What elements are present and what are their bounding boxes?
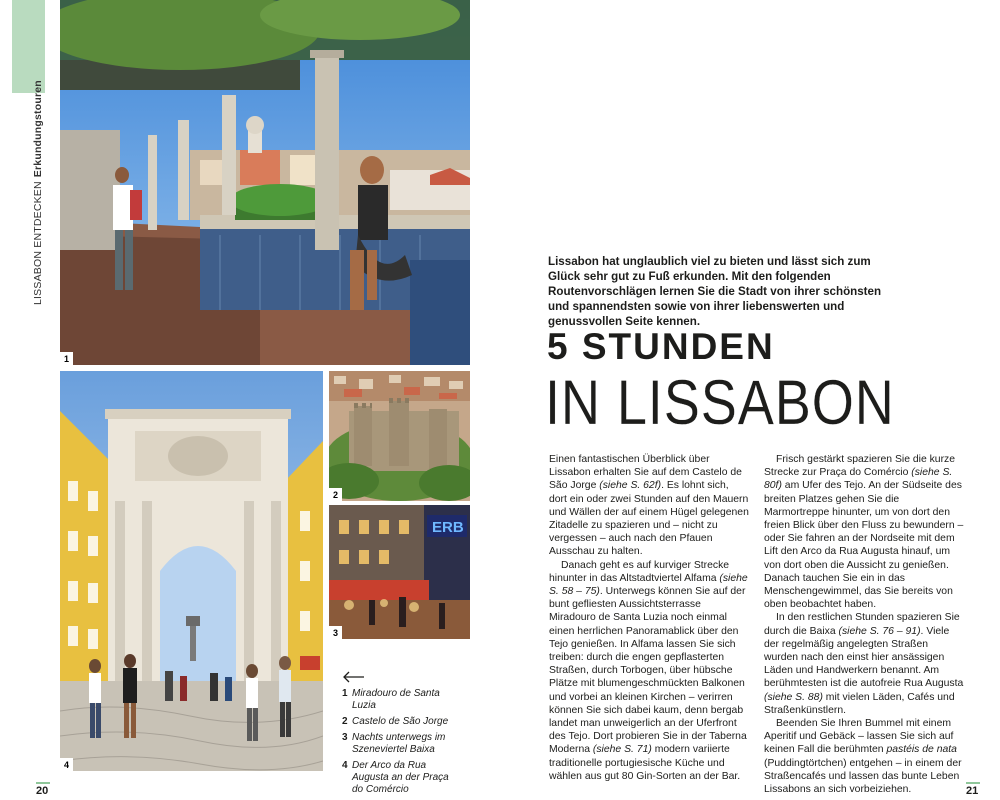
- caption-number: 2: [342, 716, 348, 727]
- castelo-photo-icon: [329, 371, 470, 501]
- photo-number: 2: [329, 488, 342, 501]
- page-number-accent: [36, 782, 50, 784]
- photo-captions: [342, 688, 462, 800]
- arco-photo-icon: [60, 371, 323, 771]
- caption-item: [342, 716, 462, 728]
- photo-number: 4: [60, 758, 73, 771]
- arrow-left-icon: [343, 671, 365, 683]
- body-paragraph: In den restlichen Stunden spazieren Sie durch die Baixa (siehe S. 76 – 91). Viele der regelmäßig angelegten Straßen wurden nach den einst hier ansässigen Läden und Handwerkern benannt. Am berühmtesten ist die autofreie Rua Augusta (siehe S. 88) mit vielen Läden, Cafés und Straßenkünstlern.: [764, 612, 964, 716]
- body-paragraph: Beenden Sie Ihren Bummel mit einem Aperitif und Gebäck – lassen Sie sich auf keinen Fall die berühmten pastéis de nata (Puddingtörtchen) entgehen – in einem der Straßencafés und lassen das bunte Leben Lissabons an sich vorbeiziehen.: [764, 718, 962, 796]
- body-paragraph: Einen fantastischen Überblick über Lissabon erhalten Sie auf dem Castelo de São Jorge (siehe S. 62f). Es lohnt sich, dort ein oder zwei Stunden auf den Mauern und Wällen der auf einem Hügel gelegenen Zitadelle zu spazieren und – nicht zu vergessen – auch nach den Pfauen Ausschau zu halten.: [549, 454, 749, 558]
- photo-castelo: [329, 371, 470, 501]
- caption-text: Castelo de São Jorge: [352, 716, 449, 727]
- photo-miradouro: [60, 0, 470, 365]
- svg-text:ERB: ERB: [432, 519, 464, 536]
- page-title-line-2: IN LISSABON: [545, 368, 895, 438]
- subsection-label: Erkundungstouren: [32, 80, 44, 178]
- photo-number: 3: [329, 626, 342, 639]
- body-column-left: [549, 453, 749, 783]
- caption-item: [342, 760, 462, 796]
- caption-number: 1: [342, 688, 348, 699]
- page-number-left: 20: [36, 785, 49, 797]
- caption-item: [342, 732, 462, 756]
- caption-text: Der Arco da Rua Augusta an der Praça do Comércio: [352, 760, 449, 795]
- caption-text: Nachts unterwegs im Szeneviertel Baixa: [352, 732, 446, 755]
- section-label: LISSABON ENTDECKEN: [32, 181, 44, 305]
- body-paragraph: Frisch gestärkt spazieren Sie die kurze Strecke zur Praça do Comércio (siehe S. 80f) am Ufer des Tejo. An der Südseite des breiten Platzes gehen Sie die Marmortreppe hinunter, um von dort den freien Blick über den Fluss zu bewundern – oder Sie fahren an der Nordseite mit dem Lift den Arco da Rua Augusta hinauf, um von dort oben die Aussicht zu genießen. Danach tauchen Sie ein in das Menschengewimmel, das Sie bereits von oben beobachtet haben.: [764, 454, 964, 611]
- section-color-tab: [12, 0, 45, 93]
- page-title-line-1: 5 STUNDEN: [547, 326, 775, 367]
- body-column-right: [764, 453, 964, 796]
- caption-item: [342, 688, 462, 712]
- baixa-night-photo-icon: [329, 505, 470, 639]
- page-number-right: 21: [966, 785, 979, 797]
- caption-text: Miradouro de Santa Luzia: [352, 688, 440, 711]
- photo-baixa-night: [329, 505, 470, 639]
- photo-number: 1: [60, 352, 73, 365]
- body-paragraph: Danach geht es auf kurviger Strecke hinunter in das Altstadtviertel Alfama (siehe S. 58 – 75). Unterwegs können Sie auf der bunt gefliesten Aussichtsterrasse Miradouro de Santa Luzia noch einmal einen herrlichen Panoramablick über den Tejo genießen. In Alfama lassen Sie sich treiben: durch die engen gepflasterten Straßen, durch Torbogen, über hübsche Plätze mit blumengeschmückten Balkonen und vorbei an kleinen Kirchen – verirren können Sie sich dabei kaum, denn bergab landet man unweigerlich an der Uferfront des Tejo. Dort probieren Sie in der Taberna Moderna (siehe S. 71) modern variierte traditionelle portugiesische Küche und wählen aus gut 80 Gin-Sorten an der Bar.: [549, 559, 748, 782]
- page-number-accent: [966, 782, 980, 784]
- intro-paragraph: Lissabon hat unglaublich viel zu bieten und lässt sich zum Glück sehr gut zu Fuß erkunden. Mit den folgenden Routenvorschlägen lernen Sie die Stadt von ihrer schönsten und spannendsten sowie von ihrer liebenswerten und genussvollen Seite kennen.: [548, 255, 882, 328]
- miradouro-photo-icon: [60, 0, 470, 365]
- section-side-label: [32, 80, 44, 305]
- photo-arco: [60, 371, 323, 771]
- caption-number: 3: [342, 732, 348, 743]
- caption-number: 4: [342, 760, 348, 771]
